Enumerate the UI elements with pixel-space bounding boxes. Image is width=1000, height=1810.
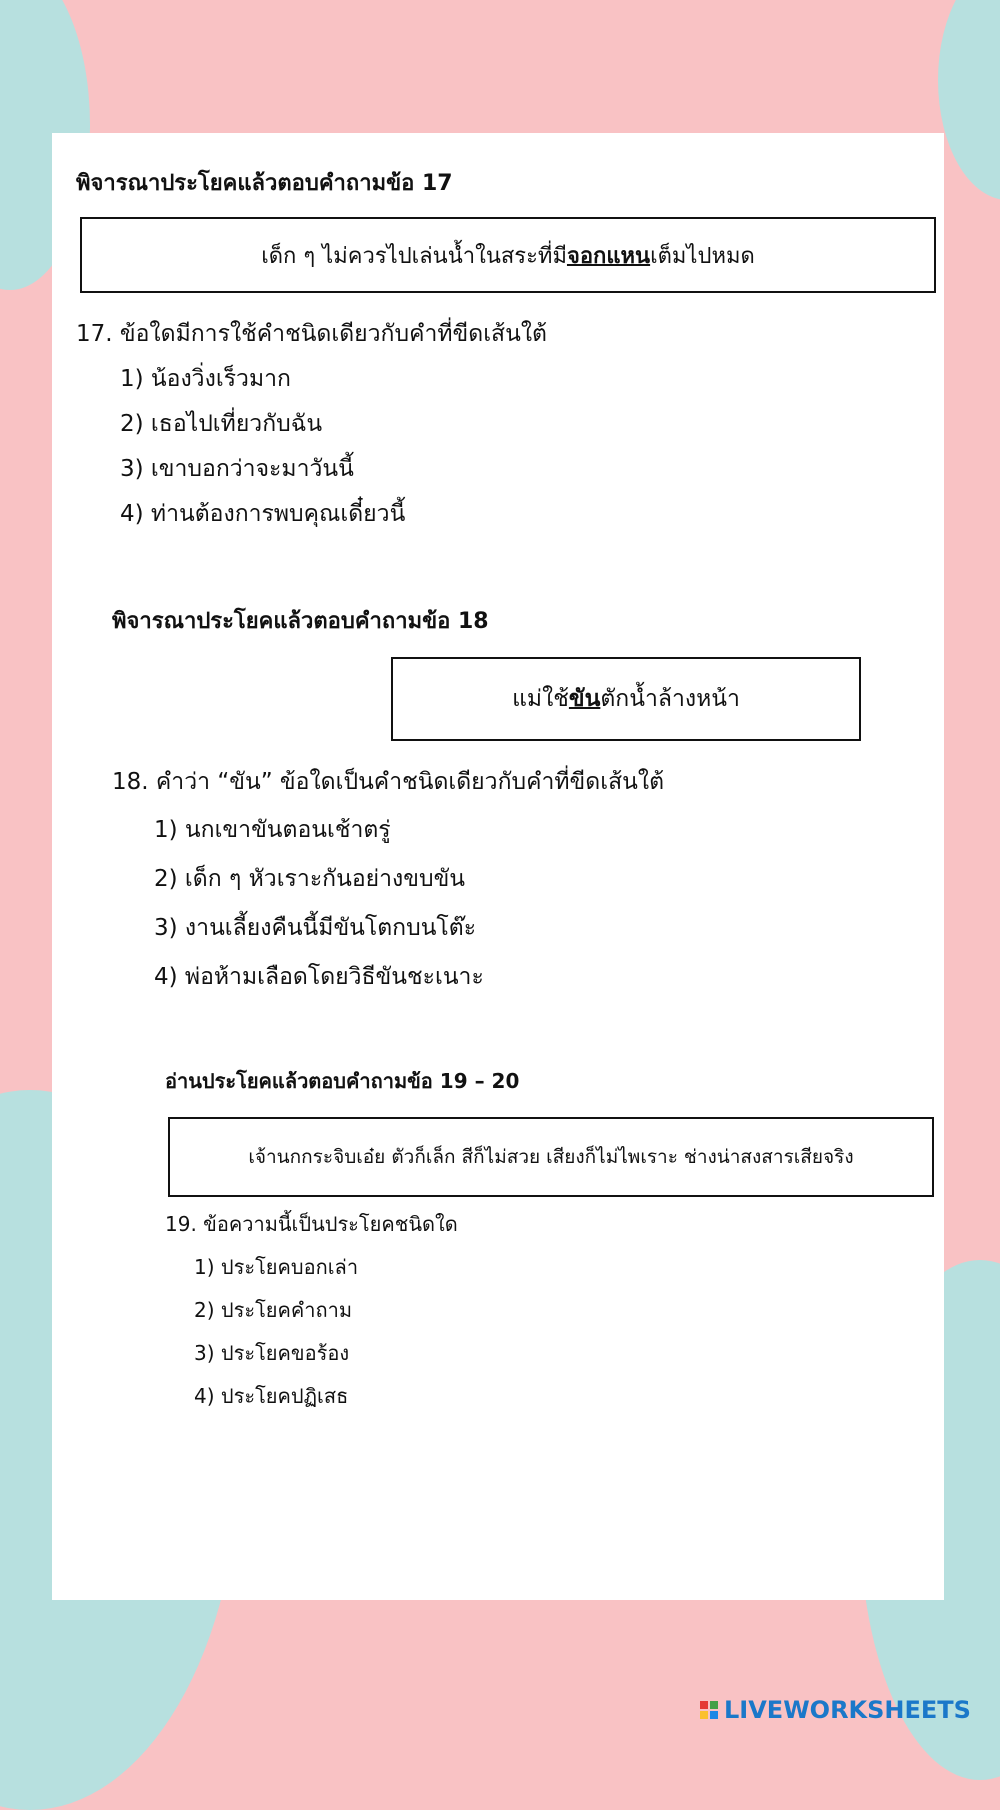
option-19-2[interactable]: 2) ประโยคคำถาม xyxy=(194,1298,353,1322)
option-18-4[interactable]: 4) พ่อห้ามเลือดโดยวิธีขันชะเนาะ xyxy=(154,964,484,990)
option-17-3[interactable]: 3) เขาบอกว่าจะมาวันนี้ xyxy=(120,456,354,482)
section-heading-19-20: อ่านประโยคแล้วตอบคำถามข้อ 19 – 20 xyxy=(165,1069,520,1093)
sentence-text: แม่ใช้ xyxy=(512,686,569,712)
sentence-box-18 xyxy=(391,657,861,741)
logo-square xyxy=(700,1711,708,1719)
decorative-blob xyxy=(938,0,1000,200)
passage-box-19-20: เจ้านกกระจิบเอ๋ย ตัวก็เล็ก สีก็ไม่สวย เสียงก็ไม่ไพเราะ ช่างน่าสงสารเสียจริง xyxy=(168,1117,934,1197)
watermark-text: LIVEWORKSHEETS xyxy=(724,1696,971,1724)
sentence-box-17 xyxy=(80,217,936,293)
section-heading-18: พิจารณาประโยคแล้วตอบคำถามข้อ 18 xyxy=(112,609,489,634)
option-19-3[interactable]: 3) ประโยคขอร้อง xyxy=(194,1341,350,1365)
option-18-2[interactable]: 2) เด็ก ๆ หัวเราะกันอย่างขบขัน xyxy=(154,866,466,892)
option-18-3[interactable]: 3) งานเลี้ยงคืนนี้มีขันโตกบนโต๊ะ xyxy=(154,915,477,941)
option-19-1[interactable]: 1) ประโยคบอกเล่า xyxy=(194,1255,359,1279)
liveworksheets-logo-icon xyxy=(700,1701,718,1719)
underlined-word: ขัน xyxy=(568,686,601,712)
logo-square xyxy=(710,1701,718,1709)
option-17-4[interactable]: 4) ท่านต้องการพบคุณเดี๋ยวนี้ xyxy=(120,501,406,527)
option-18-1[interactable]: 1) นกเขาขันตอนเช้าตรู่ xyxy=(154,817,391,843)
question-17: 17. ข้อใดมีการใช้คำชนิดเดียวกับคำที่ขีดเส้นใต้ xyxy=(76,321,547,347)
option-17-1[interactable]: 1) น้องวิ่งเร็วมาก xyxy=(120,366,291,392)
question-19: 19. ข้อความนี้เป็นประโยคชนิดใด xyxy=(165,1212,458,1236)
sentence-text: เต็มไปหมด xyxy=(650,243,755,269)
option-17-2[interactable]: 2) เธอไปเที่ยวกับฉัน xyxy=(120,411,323,437)
logo-square xyxy=(710,1711,718,1719)
question-18: 18. คำว่า “ขัน” ข้อใดเป็นคำชนิดเดียวกับคำที่ขีดเส้นใต้ xyxy=(112,769,664,795)
liveworksheets-watermark xyxy=(700,1697,971,1723)
sentence-text: เด็ก ๆ ไม่ควรไปเล่นน้ำในสระที่มี xyxy=(261,243,567,269)
logo-square xyxy=(700,1701,708,1709)
underlined-word: จอกแหน xyxy=(566,243,651,269)
sentence-text: ตักน้ำล้างหน้า xyxy=(600,686,740,712)
worksheet-page xyxy=(52,133,944,1600)
option-19-4[interactable]: 4) ประโยคปฏิเสธ xyxy=(194,1384,349,1408)
section-heading-17: พิจารณาประโยคแล้วตอบคำถามข้อ 17 xyxy=(76,171,453,196)
